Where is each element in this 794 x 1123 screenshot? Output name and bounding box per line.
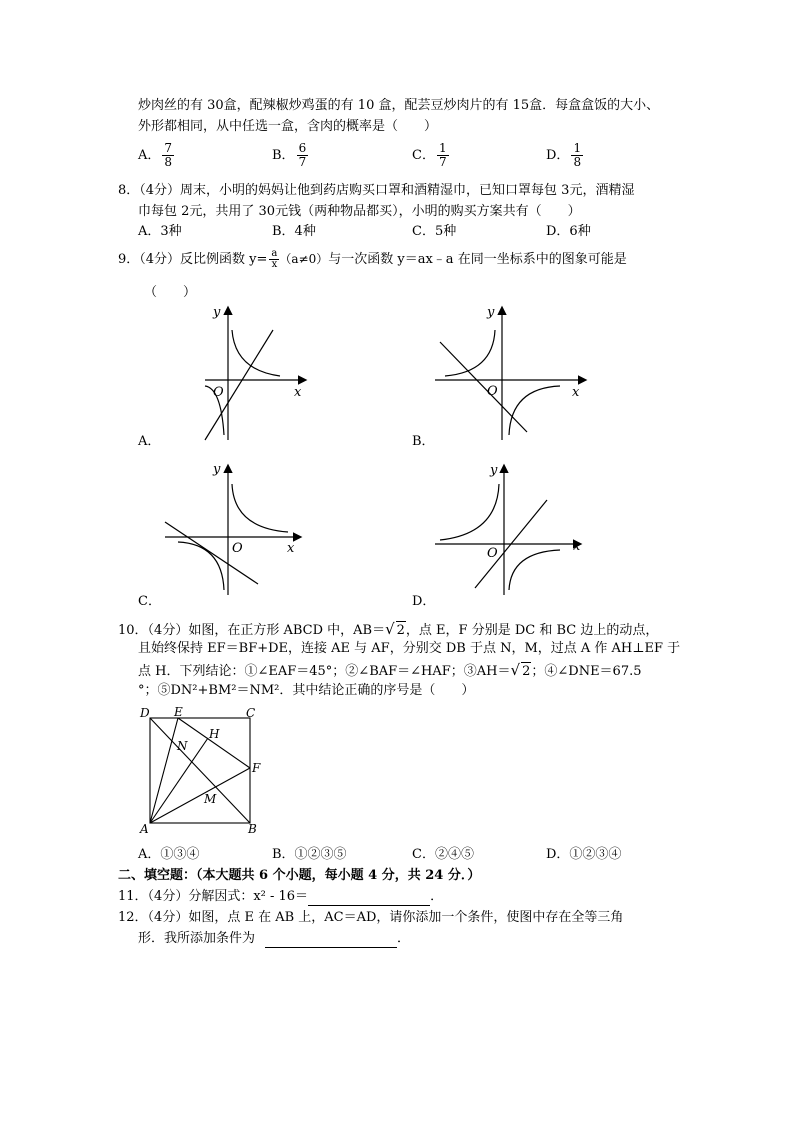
q8-line1: 8．（4分）周末，小明的妈妈让他到药店购买口罩和酒精湿巾，已知口罩每包 3元，酒精湿 bbox=[118, 183, 635, 198]
q8-option-c[interactable]: C．5种 bbox=[412, 224, 457, 239]
q9-paren: （ ） bbox=[144, 285, 197, 300]
axis-x-label: x bbox=[573, 539, 581, 554]
q8-option-d[interactable]: D．6种 bbox=[546, 224, 591, 239]
hyperbola-branch bbox=[509, 386, 560, 435]
axis-x-label: x bbox=[287, 541, 295, 556]
segment-af bbox=[150, 768, 250, 823]
q10-line4: °；⑤DN²+BM²＝NM²．其中结论正确的序号是（ ） bbox=[138, 683, 475, 698]
q7-option-c[interactable]: C． $\frac{1}{7}$ bbox=[412, 141, 447, 169]
q12-line2: 形．我所添加条件为 ． bbox=[138, 931, 411, 946]
axis-y-label: y bbox=[490, 463, 498, 478]
q10-option-b[interactable]: B．①②③⑤ bbox=[272, 847, 347, 862]
q11-answer-blank[interactable] bbox=[308, 891, 430, 906]
q10-option-c[interactable]: C．②④⑤ bbox=[412, 847, 474, 862]
linear-function-line bbox=[440, 342, 527, 432]
q10-option-a[interactable]: A．①③④ bbox=[138, 847, 200, 862]
q10-line3: 点 H．下列结论：①∠EAF＝45°；②∠BAF＝∠HAF；③AH＝√ 2；④∠DNE＝67.5 bbox=[138, 661, 642, 679]
hyperbola-branch bbox=[445, 330, 495, 376]
q9-graph-a[interactable] bbox=[195, 300, 315, 445]
q9-label-c: C． bbox=[138, 594, 161, 609]
q12-answer-blank[interactable] bbox=[265, 933, 397, 948]
label-d: D bbox=[140, 706, 150, 720]
origin-label: O bbox=[213, 385, 224, 400]
axis-y-label: y bbox=[487, 305, 495, 320]
q10-options bbox=[138, 846, 698, 864]
label-a: A bbox=[140, 822, 149, 836]
label-m: M bbox=[204, 792, 217, 806]
q7-options bbox=[138, 142, 698, 176]
hyperbola-branch bbox=[232, 484, 288, 532]
q7-option-b[interactable]: B． $\frac{6}{7}$ bbox=[272, 141, 307, 169]
q10-square-figure bbox=[138, 706, 268, 838]
axis-x-label: x bbox=[572, 385, 580, 400]
axis-x-label: x bbox=[294, 385, 302, 400]
segment-ae bbox=[150, 718, 178, 823]
label-b: B bbox=[248, 822, 257, 836]
q11: 11．（4分）分解因式：x² - 16＝ ． bbox=[118, 889, 444, 904]
q9-graph-d[interactable] bbox=[435, 460, 585, 600]
q10-line1: 10．（4分）如图，在正方形 ABCD 中，AB＝√ 2，点 E，F 分别是 DC 和 BC 边上的动点， bbox=[118, 620, 659, 638]
origin-label: O bbox=[232, 541, 243, 556]
segment-ef bbox=[178, 718, 250, 768]
q7-option-a[interactable]: A． $\frac{7}{8}$ bbox=[138, 141, 173, 169]
q8-options bbox=[138, 223, 698, 241]
hyperbola-branch bbox=[178, 542, 224, 590]
q8-line2: 巾每包 2元，共用了 30元钱（两种物品都买），小明的购买方案共有（ ） bbox=[138, 204, 581, 219]
q9-graph-c[interactable] bbox=[160, 460, 305, 600]
label-h: H bbox=[209, 727, 220, 741]
axis-y-label: y bbox=[213, 462, 221, 477]
q8-option-a[interactable]: A．3种 bbox=[138, 224, 182, 239]
origin-label: O bbox=[487, 384, 498, 399]
q12-line1: 12．（4分）如图，点 E 在 AB 上，AC＝AD，请你添加一个条件，使图中存在全等三角 bbox=[118, 910, 624, 925]
q10-option-d[interactable]: D．①②③④ bbox=[546, 847, 622, 862]
hyperbola-branch bbox=[232, 330, 280, 376]
q9-stem: 9．（4分）反比例函数 y= $\frac{a}{x}$ （a≠0）与一次函数 y＝ax﹣a 在同一坐标系中的图象可能是 bbox=[118, 248, 627, 270]
label-c: C bbox=[246, 706, 256, 720]
hyperbola-branch bbox=[440, 484, 499, 540]
hyperbola-branch bbox=[509, 550, 560, 590]
q7-line2: 外形都相同，从中任选一盒，含肉的概率是（ ） bbox=[138, 119, 438, 134]
section2-title: 二、填空题：（本大题共 6 个小题，每小题 4 分，共 24 分．） bbox=[118, 868, 481, 883]
origin-label: O bbox=[487, 546, 498, 561]
label-f: F bbox=[252, 761, 261, 775]
label-e: E bbox=[174, 706, 183, 719]
q7-line1: 炒肉丝的有 30盒，配辣椒炒鸡蛋的有 10 盒，配芸豆炒肉片的有 15盒．每盒盒饭的大小、 bbox=[138, 98, 660, 113]
q8-option-b[interactable]: B．4种 bbox=[272, 224, 316, 239]
q9-label-d: D． bbox=[412, 594, 436, 609]
axis-y-label: y bbox=[213, 305, 221, 320]
q9-graph-b[interactable] bbox=[435, 300, 595, 445]
q10-line2: 且始终保持 EF＝BF+DE，连接 AE 与 AF，分别交 DB 于点 N，M，过点 A 作 AH⊥EF 于 bbox=[138, 641, 681, 656]
q9-label-a: A． bbox=[138, 434, 161, 449]
linear-function-line bbox=[165, 522, 258, 584]
q9-label-b: B． bbox=[412, 434, 435, 449]
label-n: N bbox=[177, 739, 188, 753]
q7-option-d[interactable]: D． $\frac{1}{8}$ bbox=[546, 141, 582, 169]
